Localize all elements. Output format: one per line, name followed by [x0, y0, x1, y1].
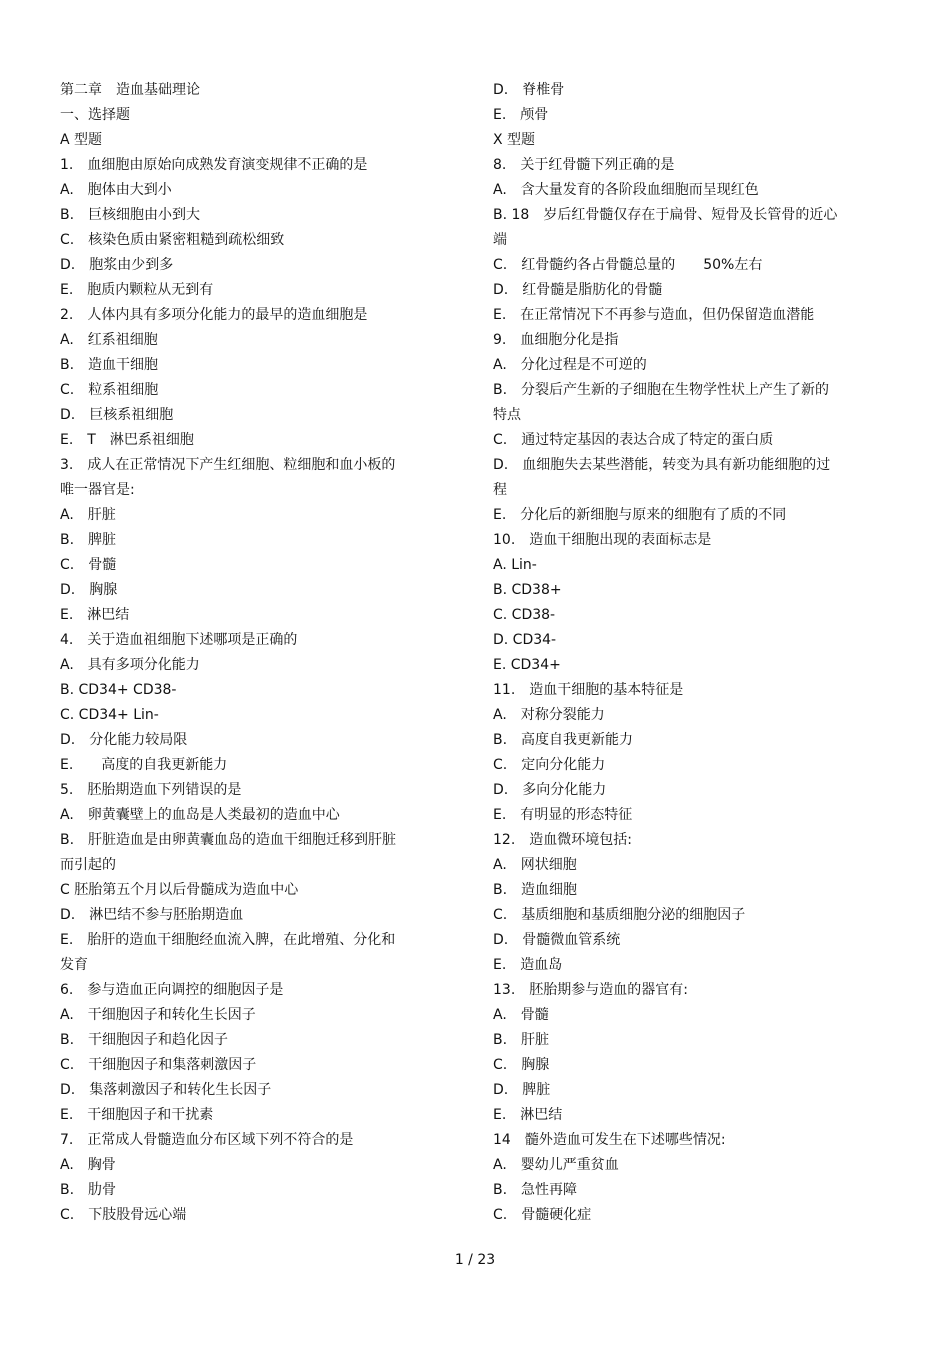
text-line: C. 定向分化能力 [493, 757, 606, 773]
left-column [60, 78, 420, 1228]
text-line: C 胚胎第五个月以后骨髓成为造血中心 [60, 882, 299, 898]
text-line: B. 18 岁后红骨髓仅存在于扁骨、短骨及长管骨的近心 [493, 207, 838, 223]
text-line: C. CD34+ Lin- [60, 707, 159, 723]
text-line: 4. 关于造血祖细胞下述哪项是正确的 [60, 632, 298, 648]
text-line: B. 脾脏 [60, 532, 117, 548]
text-line: 8. 关于红骨髓下列正确的是 [493, 157, 675, 173]
text-line: 14 髓外造血可发生在下述哪些情况: [493, 1132, 726, 1148]
page-number: 1 / 23 [454, 1252, 496, 1268]
text-line: E. 淋巴结 [493, 1107, 563, 1123]
text-line: D. 分化能力较局限 [60, 732, 188, 748]
text-line: B. 肋骨 [60, 1182, 117, 1198]
text-line: 1. 血细胞由原始向成熟发育演变规律不正确的是 [60, 157, 368, 173]
text-line: B. CD38+ [493, 582, 562, 598]
text-line: 13. 胚胎期参与造血的器官有: [493, 982, 688, 998]
text-line: D. 巨核系祖细胞 [60, 407, 174, 423]
text-line: C. 骨髓硬化症 [493, 1207, 592, 1223]
text-line: E. 分化后的新细胞与原来的细胞有了质的不同 [493, 507, 787, 523]
text-line: B. 高度自我更新能力 [493, 732, 634, 748]
text-line: A. 含大量发育的各阶段血细胞而呈现红色 [493, 182, 759, 198]
text-line: 2. 人体内具有多项分化能力的最早的造血细胞是 [60, 307, 368, 323]
text-line: 第二章 造血基础理论 [60, 82, 200, 98]
text-line: 7. 正常成人骨髓造血分布区域下列不符合的是 [60, 1132, 354, 1148]
text-line: B. 肝脏 [493, 1032, 550, 1048]
text-line: 特点 [493, 407, 521, 423]
text-line: A. 胞体由大到小 [60, 182, 172, 198]
text-line: A 型题 [60, 132, 103, 148]
text-line: C. 基质细胞和基质细胞分泌的细胞因子 [493, 907, 746, 923]
text-line: D. 胸腺 [60, 582, 118, 598]
text-line: D. 集落刺激因子和转化生长因子 [60, 1082, 272, 1098]
text-line: C. 粒系祖细胞 [60, 382, 159, 398]
text-line: A. 对称分裂能力 [493, 707, 605, 723]
text-line: D. 骨髓微血管系统 [493, 932, 621, 948]
text-line: C. 骨髓 [60, 557, 117, 573]
text-line: B. CD34+ CD38- [60, 682, 177, 698]
text-line: B. 干细胞因子和趋化因子 [60, 1032, 229, 1048]
text-line: B. 急性再障 [493, 1182, 578, 1198]
text-line: A. 具有多项分化能力 [60, 657, 200, 673]
right-column [493, 78, 863, 1228]
text-line: 9. 血细胞分化是指 [493, 332, 619, 348]
text-line: D. 多向分化能力 [493, 782, 607, 798]
text-line: C. CD38- [493, 607, 556, 623]
text-line: A. 胸骨 [60, 1157, 116, 1173]
text-line: E. 干细胞因子和干扰素 [60, 1107, 214, 1123]
text-line: E. 有明显的形态特征 [493, 807, 633, 823]
text-line: 程 [493, 482, 507, 498]
text-line: D. 胞浆由少到多 [60, 257, 174, 273]
text-line: E. T 淋巴系祖细胞 [60, 432, 194, 448]
text-line: E. 造血岛 [493, 957, 563, 973]
text-line: E. 高度的自我更新能力 [60, 757, 228, 773]
text-line: D. CD34- [493, 632, 557, 648]
text-line: A. 红系祖细胞 [60, 332, 158, 348]
text-line: A. 骨髓 [493, 1007, 549, 1023]
text-line: E. 胞质内颗粒从无到有 [60, 282, 214, 298]
text-line: 发育 [60, 957, 88, 973]
text-line: A. 网状细胞 [493, 857, 577, 873]
text-line: E. 在正常情况下不再参与造血，但仍保留造血潜能 [493, 307, 815, 323]
text-line: C. 干细胞因子和集落刺激因子 [60, 1057, 257, 1073]
text-line: D. 红骨髓是脂肪化的骨髓 [493, 282, 663, 298]
text-line: 唯一器官是: [60, 482, 135, 498]
text-line: B. 造血干细胞 [60, 357, 159, 373]
text-line: D. 淋巴结不参与胚胎期造血 [60, 907, 244, 923]
text-line: D. 血细胞失去某些潜能，转变为具有新功能细胞的过 [493, 457, 831, 473]
text-line: 6. 参与造血正向调控的细胞因子是 [60, 982, 284, 998]
text-line: A. 卵黄囊壁上的血岛是人类最初的造血中心 [60, 807, 340, 823]
text-line: 3. 成人在正常情况下产生红细胞、粒细胞和血小板的 [60, 457, 396, 473]
text-line: 端 [493, 232, 507, 248]
text-line: E. 淋巴结 [60, 607, 130, 623]
text-line: B. 肝脏造血是由卵黄囊血岛的造血干细胞迁移到肝脏 [60, 832, 397, 848]
text-line: C. 胸腺 [493, 1057, 550, 1073]
text-line: 一、选择题 [60, 107, 130, 123]
text-line: 10. 造血干细胞出现的表面标志是 [493, 532, 712, 548]
text-line: A. 婴幼儿严重贫血 [493, 1157, 619, 1173]
text-line: A. Lin- [493, 557, 537, 573]
text-line: X 型题 [493, 132, 536, 148]
text-line: 12. 造血微环境包括: [493, 832, 632, 848]
text-line: E. CD34+ [493, 657, 561, 673]
text-line: C. 红骨髓约各占骨髓总量的 50%左右 [493, 257, 763, 273]
text-line: A. 干细胞因子和转化生长因子 [60, 1007, 256, 1023]
text-line: A. 肝脏 [60, 507, 116, 523]
text-line: 5. 胚胎期造血下列错误的是 [60, 782, 242, 798]
text-line: B. 巨核细胞由小到大 [60, 207, 201, 223]
text-line: D. 脊椎骨 [493, 82, 565, 98]
text-line: C. 下肢股骨远心端 [60, 1207, 187, 1223]
text-line: D. 脾脏 [493, 1082, 551, 1098]
text-line: A. 分化过程是不可逆的 [493, 357, 647, 373]
text-line: 而引起的 [60, 857, 116, 873]
text-line: E. 颅骨 [493, 107, 549, 123]
text-line: C. 核染色质由紧密粗糙到疏松细致 [60, 232, 285, 248]
text-line: 11. 造血干细胞的基本特征是 [493, 682, 684, 698]
text-line: E. 胎肝的造血干细胞经血流入脾，在此增殖、分化和 [60, 932, 396, 948]
text-line: C. 通过特定基因的表达合成了特定的蛋白质 [493, 432, 774, 448]
text-line: B. 分裂后产生新的子细胞在生物学性状上产生了新的 [493, 382, 830, 398]
text-line: B. 造血细胞 [493, 882, 578, 898]
